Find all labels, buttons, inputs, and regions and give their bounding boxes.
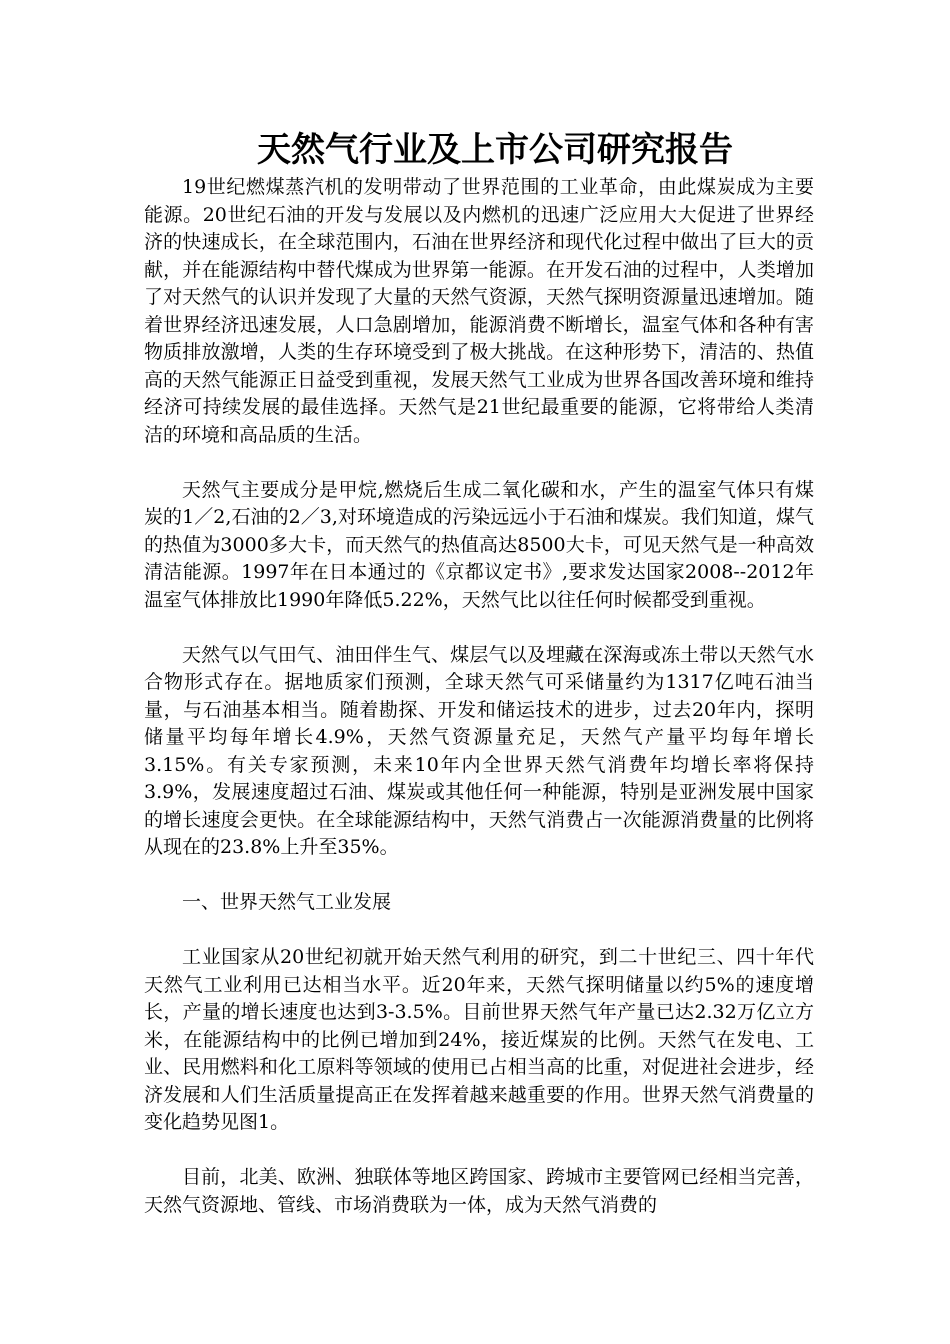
paragraph-intro: 19世纪燃煤蒸汽机的发明带动了世界范围的工业革命，由此煤炭成为主要能源。20世纪石油的开发与发展以及内燃机的迅速广泛应用大大促进了世界经济的快速成长，在全球范围内，石油在世界经济和现代化过程中做出了巨大的贡献，并在能源结构中替代煤成为世界第一能源。在开发石油的过程中，人类增加了对天然气的认识并发现了大量的天然气资源，天然气探明资源量迅速增加。随着世界经济迅速发展，人口急剧增加，能源消费不断增长，温室气体和各种有害物质排放激增，人类的生存环境受到了极大挑战。在这种形势下，清洁的、热值高的天然气能源正日益受到重视，发展天然气工业成为世界各国改善环境和维持经济可持续发展的最佳选择。天然气是21世纪最重要的能源，它将带给人类清洁的环境和高品质的生活。: [144, 176, 814, 446]
paragraph-pipelines: 目前，北美、欧洲、独联体等地区跨国家、跨城市主要管网已经相当完善，天然气资源地、管线、市场消费联为一体，成为天然气消费的: [144, 1166, 814, 1216]
paragraph-industry: 工业国家从20世纪初就开始天然气利用的研究，到二十世纪三、四十年代天然气工业利用已达相当水平。近20年来，天然气探明储量以约5%的速度增长，产量的增长速度也达到3-3.5%。目前世界天然气年产量已达2.32万亿立方米，在能源结构中的比例已增加到24%，接近煤炭的比例。天然气在发电、工业、民用燃料和化工原料等领域的使用已占相当高的比重，对促进社会进步，经济发展和人们生活质量提高正在发挥着越来越重要的作用。世界天然气消费量的变化趋势见图1。: [144, 946, 814, 1133]
document-body: [144, 174, 814, 1247]
paragraph-reserves: 天然气以气田气、油田伴生气、煤层气以及埋藏在深海或冻土带以天然气水合物形式存在。据地质家们预测，全球天然气可采储量约为1317亿吨石油当量，与石油基本相当。随着勘探、开发和储运技术的进步，过去20年内，探明储量平均每年增长4.9%，天然气资源量充足，天然气产量平均每年增长3.15%。有关专家预测，未来10年内全世界天然气消费年均增长率将保持3.9%，发展速度超过石油、煤炭或其他任何一种能源，特别是亚洲发展中国家的增长速度会更快。在全球能源结构中，天然气消费占一次能源消费量的比例将从现在的23.8%上升至35%。: [144, 643, 814, 858]
section-heading: 一、世界天然气工业发展: [182, 891, 392, 913]
document-title: 天然气行业及上市公司研究报告: [257, 130, 733, 170]
paragraph-composition: 天然气主要成分是甲烷,燃烧后生成二氧化碳和水，产生的温室气体只有煤炭的1／2,石油的2／3,对环境造成的污染远远小于石油和煤炭。我们知道，煤气的热值为3000多大卡，而天然气的热值高达8500大卡，可见天然气是一种高效清洁能源。1997年在日本通过的《京都议定书》,要求发达国家2008--2012年温室气体排放比1990年降低5.22%，天然气比以往任何时候都受到重视。: [144, 478, 814, 611]
